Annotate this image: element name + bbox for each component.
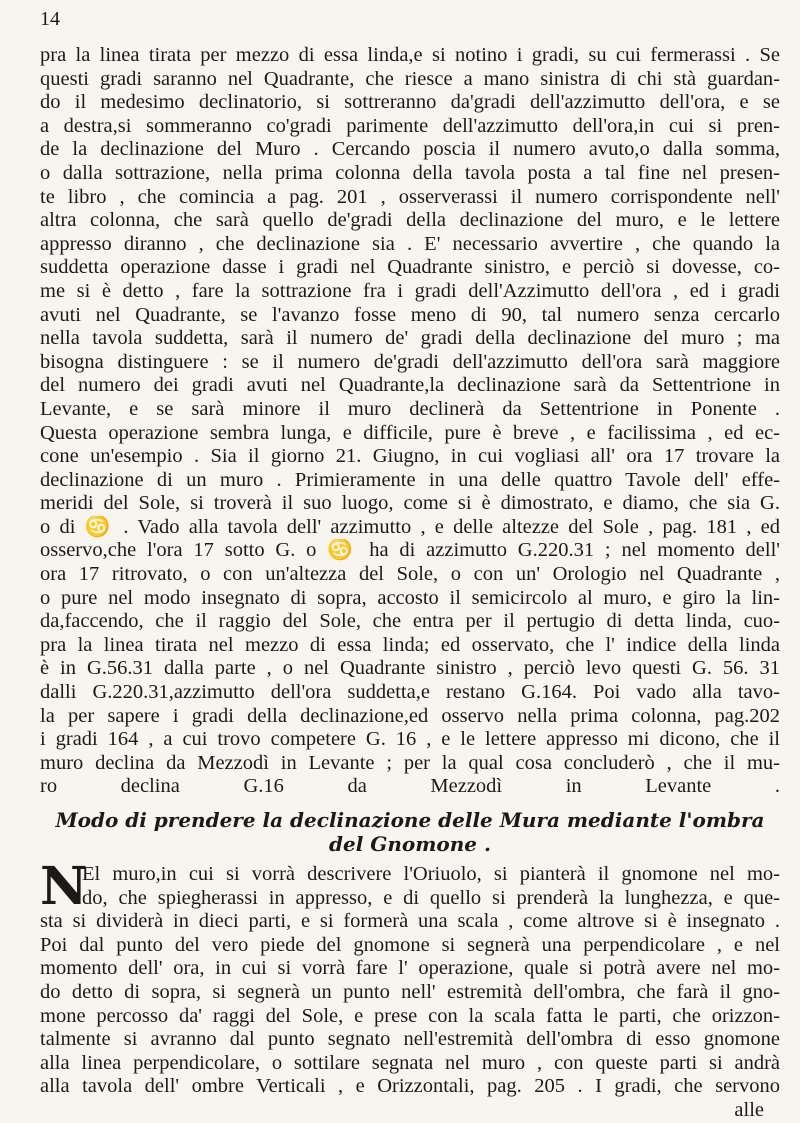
text-line: declinazione di un muro . Primieramente in una delle quattro Tavole dell' effe- [40, 468, 780, 491]
page-text [40, 44, 780, 1123]
text-line: mone percosso da' raggi del Sole, e prese con la scala fatta le parti, che orizzon- [40, 1004, 780, 1027]
text-line: ro declina G.16 da Mezzodì in Levante . [40, 775, 780, 798]
text-line: El muro,in cui si vorrà descrivere l'Oriuolo, si pianterà il gnomone nel mo- [82, 863, 780, 885]
text-line: Questa operazione sembra lunga, e difficile, pure è breve , e facilissima , ed ec- [40, 421, 780, 444]
text-line: do, che spiegherassi in appresso, e di quello si prenderà la lunghezza, e que- [82, 886, 780, 909]
text-line: me si è detto , fare la sottrazione fra i gradi dell'Azzimutto dell'ora , ed i gradi [40, 279, 780, 302]
text-line: pra la linea tirata per mezzo di essa linda,e si notino i gradi, su cui fermerassi . Se [40, 44, 780, 66]
text-line: altra colonna, che sarà quello de'gradi della declinazione del muro, e le lettere [40, 209, 780, 232]
paragraph-example [40, 422, 780, 800]
text-line: meridi del Sole, si troverà il suo luogo, come si è dimostrato, e diamo, che sia G. [40, 492, 780, 515]
page-number: 14 [40, 8, 60, 30]
text-line: appresso diranno , che declinazione sia . E' necessario avvertire , che quando la [40, 232, 780, 255]
text-line: alla linea perpendicolare, o sottilare segnata nel muro , con queste parti si andrà [40, 1051, 780, 1074]
text-line: a destra,si sommeranno co'gradi parimente dell'azzimutto dell'ora,in cui si pren- [40, 114, 780, 137]
text-line: avuti nel Quadrante, se l'avanzo fosse meno di 90, tal numero senza cercarlo [40, 303, 780, 326]
text-line: Levante, e se sarà minore il muro declinerà da Settentrione in Ponente . [40, 397, 780, 420]
text-line: nella tavola suddetta, sarà il numero de' gradi della declinazione del muro ; ma [40, 327, 780, 350]
text-line: i gradi 164 , a cui trovo competere G. 16 , e le lettere appresso mi dicono, che il [40, 728, 780, 751]
text-line: do detto di sopra, si segnerà un punto nell' estremità dell'ombra, che farà il gno- [40, 980, 780, 1003]
text-line: talmente si avranno dal punto segnato nell'estremità dell'ombra di esso gnomone [40, 1028, 780, 1051]
text-line: la per sapere i gradi della declinazione,ed osservo nella prima colonna, pag.202 [40, 704, 780, 727]
text-line: osservo,che l'ora 17 sotto G. o ♋ ha di azzimutto G.220.31 ; nel momento dell' [40, 539, 780, 562]
section-heading: Modo di prendere la declinazione delle Mura mediante l'ombra del Gnomone . [55, 808, 765, 856]
text-line: o pure nel modo insegnato di sopra, accosto il semicircolo al muro, e giro la lin- [40, 586, 780, 609]
drop-cap: N [40, 856, 88, 917]
text-line: muro declina da Mezzodì in Levante ; per la qual cosa concluderò , che il mu- [40, 751, 780, 774]
paragraph-declination-method [40, 44, 780, 422]
text-line: cone un'esempio . Sia il giorno 21. Giugno, in cui vogliasi all' ora 17 trovare la [40, 445, 780, 468]
text-line: o di ♋ . Vado alla tavola dell' azzimutto , e delle altezze del Sole , pag. 181 , ed [40, 515, 780, 538]
text-line: è in G.56.31 dalla parte , o nel Quadrante sinistro , perciò levo questi G. 56. 31 [40, 657, 780, 680]
text-line: alla tavola dell' ombre Verticali , e Orizzontali, pag. 205 . I gradi, che servono [40, 1075, 780, 1098]
paragraph-gnomon-method [40, 856, 780, 1099]
text-line: sta si dividerà in dieci parti, e si formerà una scala , come altrove si è insegnato . [40, 910, 780, 933]
text-line: dalli G.220.31,azzimutto dell'ora suddetta,e restano G.164. Poi vado alla tavo- [40, 681, 780, 704]
text-line: questi gradi saranno nel Quadrante, che riesce a mano sinistra di chi stà guardan- [40, 67, 780, 90]
text-line: te libro , che comincia a pag. 201 , osserverassi il numero corrispondente nell' [40, 185, 780, 208]
text-line: da,faccendo, che il raggio del Sole, che entra per il pertugio di detta linda, cuo- [40, 610, 780, 633]
text-line: o dalla sottrazione, nella prima colonna della tavola posta a tal fine nel presen- [40, 161, 780, 184]
text-line: suddetta operazione dasse i gradi nel Quadrante sinistro, e perciò si dovesse, co- [40, 256, 780, 279]
text-line: pra la linea tirata nel mezzo di essa linda; ed osservato, che l' indice della linda [40, 633, 780, 656]
text-line: momento dell' ora, in cui si vorrà fare l' operazione, quale si potrà avere nel mo- [40, 957, 780, 980]
text-line: Poi dal punto del vero piede del gnomone si segnerà una perpendicolare , e nel [40, 933, 780, 956]
catchword: alle [734, 1098, 764, 1121]
text-line: do il medesimo declinatorio, si sottreranno da'gradi dell'azzimutto dell'ora, e se [40, 91, 780, 114]
text-line: de la declinazione del Muro . Cercando poscia il numero avuto,o dalla somma, [40, 138, 780, 161]
text-line: del numero dei gradi avuti nel Quadrante,la declinazione sarà da Settentrione in [40, 374, 780, 397]
text-line: ora 17 ritrovato, o con un'altezza del Sole, o con un' Orologio nel Quadrante , [40, 563, 780, 586]
text-line: bisogna distinguere : se il numero de'gradi dell'azzimutto dell'ora sarà maggiore [40, 350, 780, 373]
